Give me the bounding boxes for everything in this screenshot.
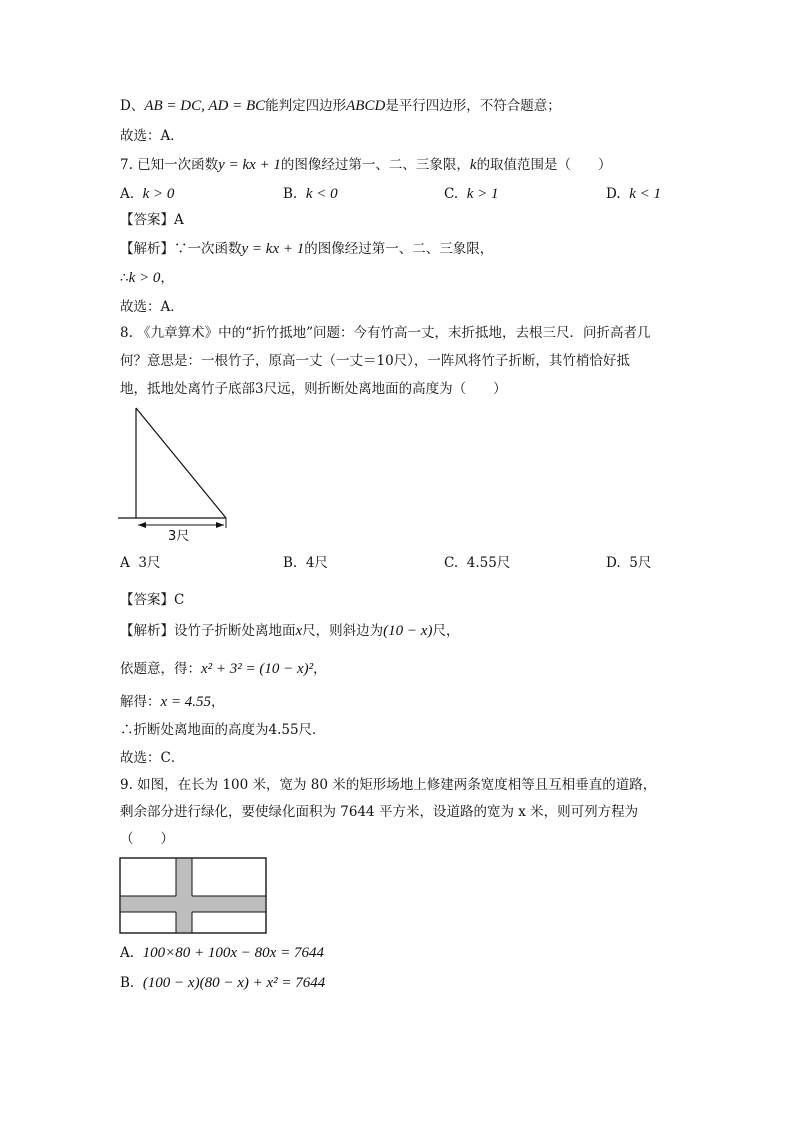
option-label: C. — [444, 186, 459, 202]
option-value: k < 0 — [305, 186, 338, 202]
q8-sol-prefix: 解得： — [120, 694, 161, 710]
option-label: D. — [606, 186, 621, 202]
q7-analysis-a: 【解析】∵一次函数 — [120, 241, 242, 257]
option-value: 100×80 + 100x − 80x = 7644 — [142, 945, 324, 961]
q7-stem — [120, 155, 612, 175]
option-label: A. — [120, 945, 135, 961]
bamboo-triangle-figure — [116, 404, 236, 544]
q8-analysis-expr: (10 − x) — [383, 623, 433, 639]
q7-analysis-b: 的图像经过第一、二、三象限， — [304, 241, 494, 257]
q7-stem-a: 7. 已知一次函数 — [120, 157, 219, 173]
q9-option-a — [120, 943, 324, 963]
figure-label-3chi: 3尺 — [168, 529, 190, 544]
vertical-road — [176, 858, 192, 933]
q6-mid: 能判定四边形 — [265, 98, 347, 114]
q8-eq: x² + 3² = (10 − x)² — [201, 661, 314, 677]
q8-sol-tail: ， — [211, 694, 225, 710]
horizontal-road — [120, 896, 266, 912]
q8-stem-2: 何？意思是：一根竹子，原高一丈（一丈＝10尺），一阵风将竹子折断，其竹梢恰好抵 — [120, 353, 630, 369]
q7-answer: 【答案】A — [120, 212, 184, 228]
q7-var: k — [469, 157, 477, 173]
rectangle-roads-figure — [118, 856, 270, 936]
therefore-symbol: ∴ — [120, 270, 129, 286]
q7-select: 故选：A． — [120, 299, 184, 315]
q8-sol: x = 4.55 — [160, 694, 212, 710]
q8-analysis-var: x — [295, 623, 303, 639]
q8-option-b — [283, 553, 328, 573]
q9-option-b — [120, 973, 325, 993]
q7-stem-c: 的取值范围是（ ） — [476, 157, 612, 173]
q8-analysis — [120, 621, 459, 641]
q7-formula: y = kx + 1 — [218, 157, 281, 173]
q8-analysis-a: 【解析】设竹子折断处离地面 — [120, 623, 296, 639]
option-label: B. — [283, 186, 298, 202]
q8-equation — [120, 659, 327, 679]
q7-option-c — [444, 184, 499, 204]
option-value: 5尺 — [629, 555, 652, 571]
q7-analysis-formula: y = kx + 1 — [241, 241, 305, 257]
option-value: (100 − x)(80 − x) + x² = 7644 — [142, 975, 326, 991]
q8-answer: 【答案】C — [120, 592, 185, 608]
q8-stem-1: 8. 《九章算术》中的“折竹抵地”问题：今有竹高一丈，末折抵地，去根三尺．问折高者几 — [120, 325, 651, 341]
q8-solution — [120, 692, 225, 712]
dimension-arrow-right — [216, 522, 224, 528]
q6-prefix: D、 — [120, 98, 145, 114]
q6-formula: AB = DC, AD = BC — [144, 98, 266, 114]
dimension-arrow-left — [138, 522, 146, 528]
q8-option-d — [606, 553, 651, 573]
q8-option-a — [120, 553, 160, 573]
option-value: k > 0 — [142, 186, 175, 202]
q8-conclusion: ∴折断处离地面的高度为4.55尺． — [120, 722, 326, 738]
q8-select: 故选：C． — [120, 750, 185, 766]
q9-stem-1: 9. 如图，在长为 100 米，宽为 80 米的矩形场地上修建两条宽度相等且互相垂直的道路， — [120, 777, 657, 793]
q8-stem-3: 地，抵地处离竹子底部3尺远，则折断处离地面的高度为（ ） — [120, 381, 507, 397]
q8-eq-tail: ， — [313, 661, 327, 677]
q7-therefore-formula: k > 0 — [128, 270, 161, 286]
option-value: k > 1 — [466, 186, 499, 202]
option-label: D. — [606, 555, 621, 571]
option-label: A. — [120, 186, 135, 202]
q6-suffix: 是平行四边形，不符合题意； — [385, 98, 561, 114]
q7-option-d — [606, 184, 661, 204]
q7-therefore-tail: ， — [160, 270, 174, 286]
q7-analysis — [120, 239, 493, 259]
option-label: B. — [120, 975, 135, 991]
option-value: 4尺 — [305, 555, 328, 571]
option-label: C. — [444, 555, 459, 571]
option-value: k < 1 — [629, 186, 662, 202]
q7-stem-b: 的图像经过第一、二、三象限， — [280, 157, 470, 173]
q8-eq-prefix: 依题意，得： — [120, 661, 201, 677]
option-label: B. — [283, 555, 298, 571]
q7-option-b — [283, 184, 338, 204]
option-label: A — [120, 555, 130, 571]
q6-select: 故选：A． — [120, 128, 184, 144]
q7-option-a — [120, 184, 174, 204]
q9-stem-3: （ ） — [120, 831, 174, 847]
q6-shape: ABCD — [346, 98, 386, 114]
q8-analysis-c: 尺， — [432, 623, 460, 639]
q6-option-d — [120, 96, 561, 116]
q7-therefore — [120, 268, 174, 288]
q9-stem-2: 剩余部分进行绿化，要使绿化面积为 7644 平方米，设道路的宽为 x 米，则可列方程为 — [120, 804, 639, 820]
option-value: 3尺 — [138, 555, 161, 571]
option-value: 4.55尺 — [466, 555, 511, 571]
q8-option-c — [444, 553, 510, 573]
q8-analysis-b: 尺，则斜边为 — [302, 623, 384, 639]
bamboo-hypotenuse-line — [136, 408, 226, 518]
